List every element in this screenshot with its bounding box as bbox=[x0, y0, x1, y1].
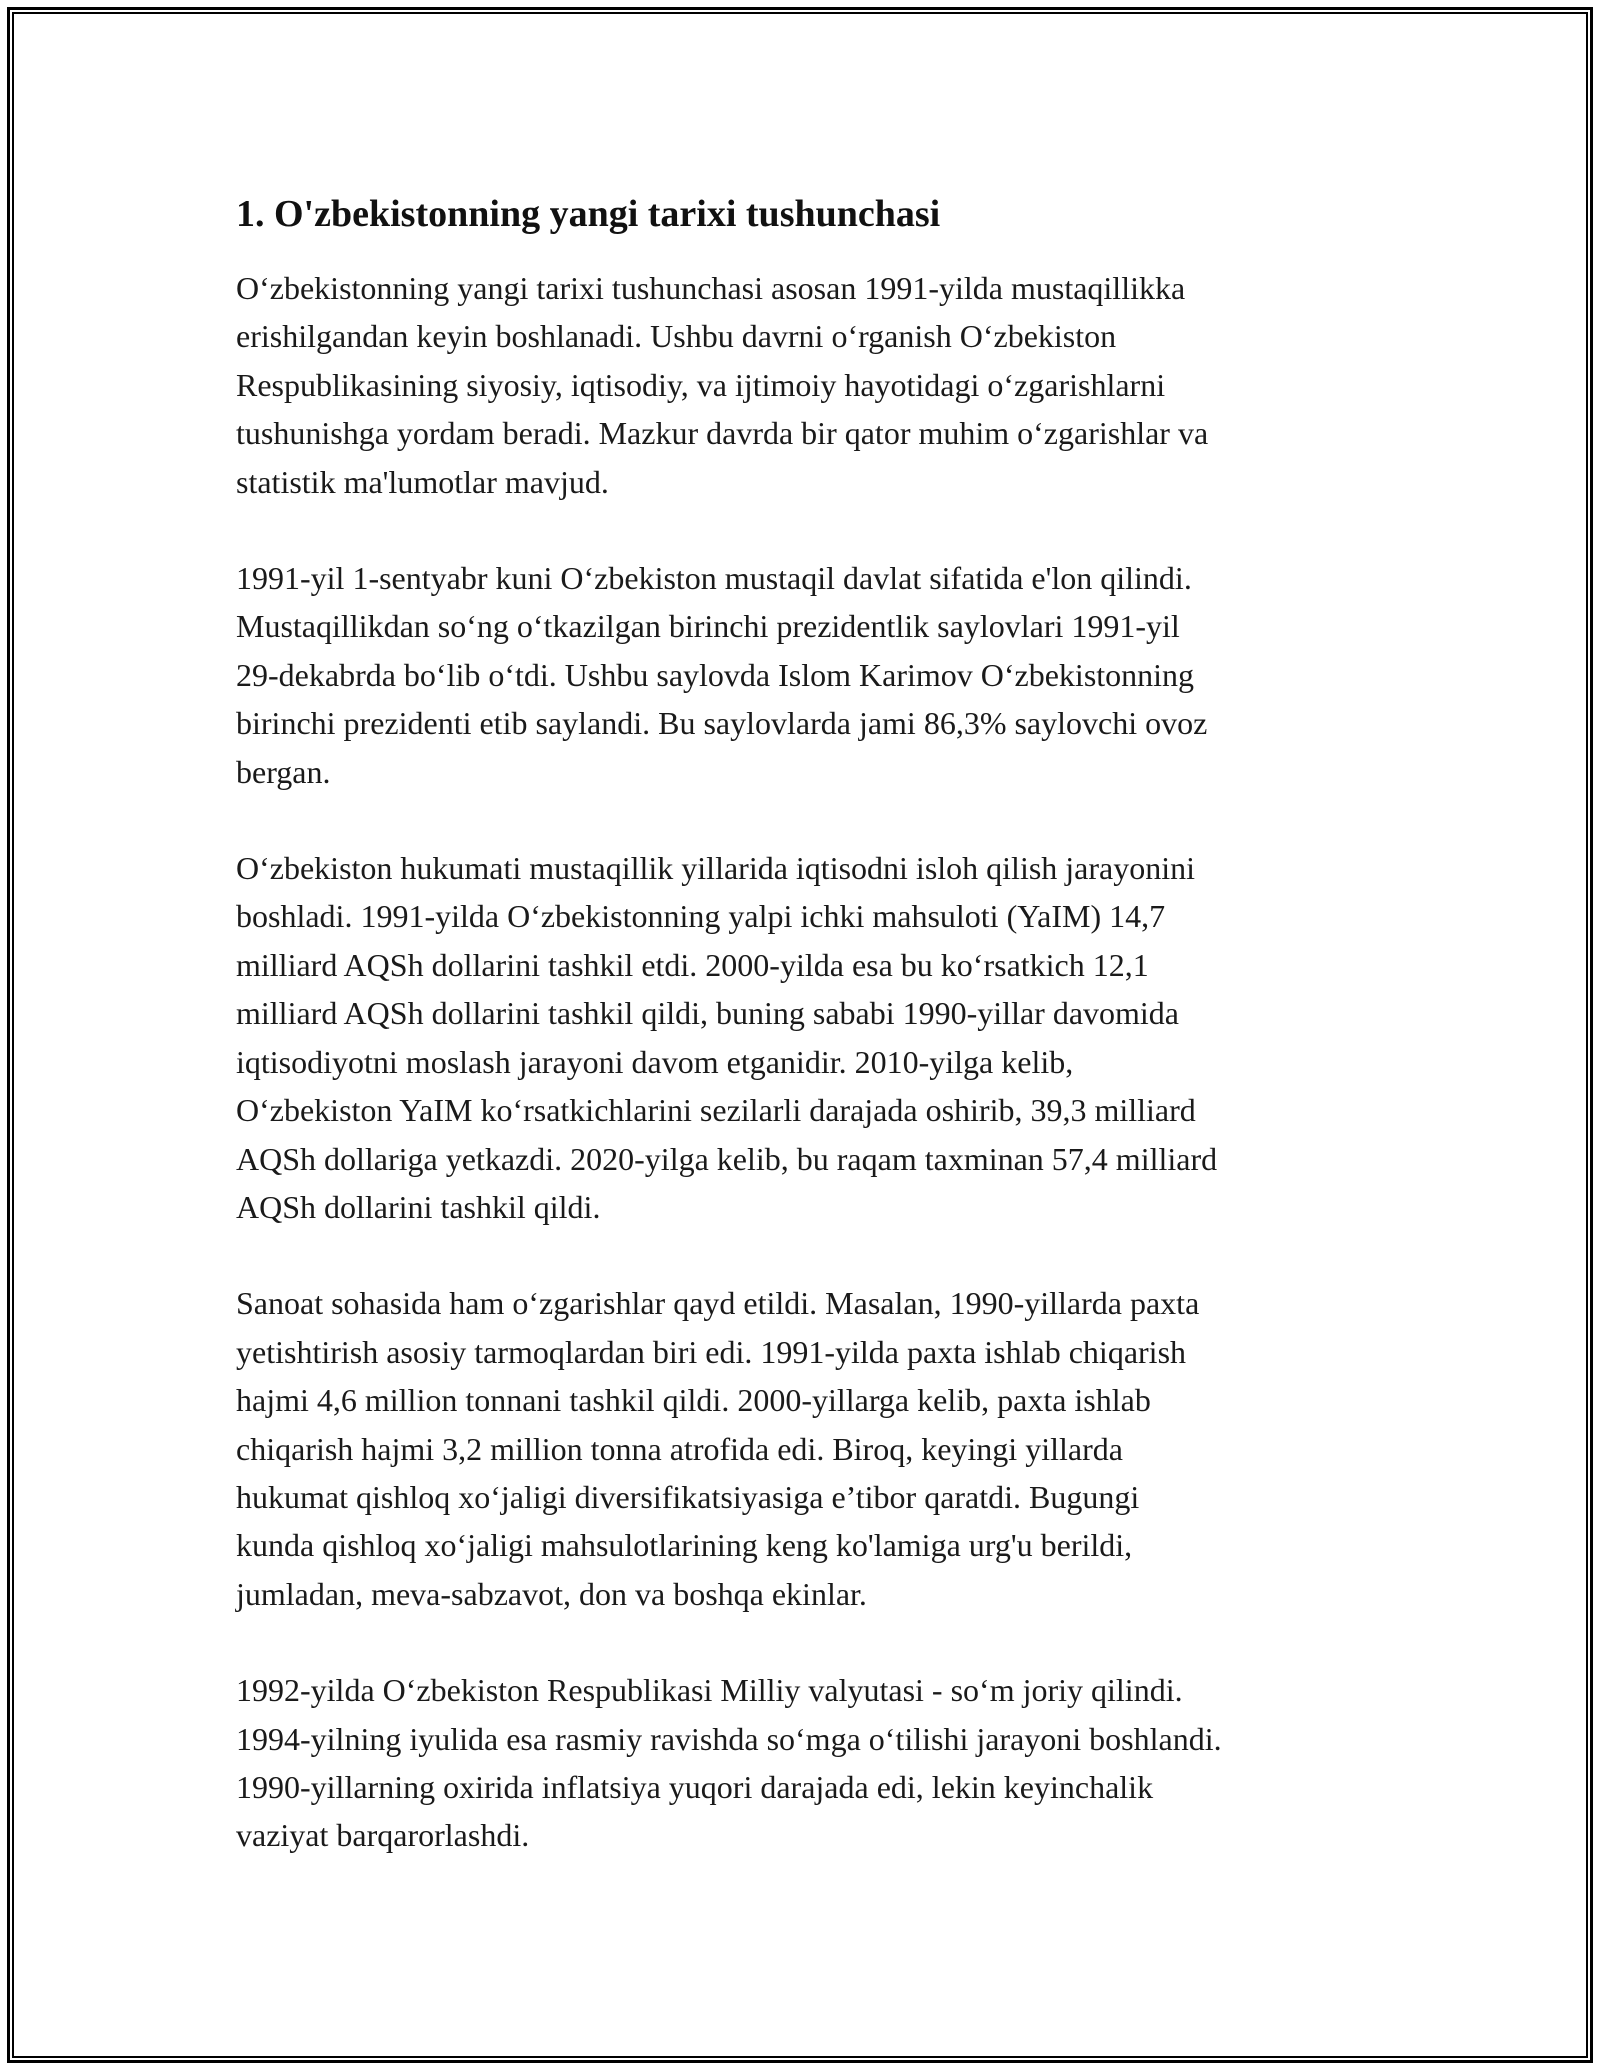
paragraph-independence bbox=[236, 554, 1376, 796]
text-line: 1991-yil 1-sentyabr kuni O‘zbekiston mustaqil davlat sifatida e'lon qilindi. bbox=[236, 560, 1192, 597]
text-line: bergan. bbox=[236, 753, 331, 790]
paragraph-economy bbox=[236, 844, 1376, 1231]
text-line: 1992-yilda O‘zbekiston Respublikasi Milliy valyutasi - so‘m joriy qilindi. bbox=[236, 1672, 1183, 1709]
text-line: birinchi prezidenti etib saylandi. Bu saylovlarda jami 86,3% saylovchi ovoz bbox=[236, 705, 1208, 742]
text-line: yetishtirish asosiy tarmoqlardan biri edi. 1991-yilda paxta ishlab chiqarish bbox=[236, 1333, 1187, 1370]
text-line: jumladan, meva-sabzavot, don va boshqa ekinlar. bbox=[236, 1575, 867, 1612]
paragraph-currency bbox=[236, 1666, 1376, 1860]
text-line: kunda qishloq xo‘jaligi mahsulotlarining keng ko'lamiga urg'u berildi, bbox=[236, 1527, 1133, 1564]
document-body bbox=[236, 186, 1376, 1908]
text-line: iqtisodiyotni moslash jarayoni davom etganidir. 2010-yilga kelib, bbox=[236, 1043, 1074, 1080]
section-title: 1. O'zbekistonning yangi tarixi tushunchasi bbox=[236, 193, 941, 235]
text-line: erishilgandan keyin boshlanadi. Ushbu davrni o‘rganish O‘zbekiston bbox=[236, 318, 1117, 355]
text-line: hajmi 4,6 million tonnani tashkil qildi. 2000-yillarga kelib, paxta ishlab bbox=[236, 1382, 1151, 1419]
text-line: O‘zbekiston hukumati mustaqillik yillarida iqtisodni isloh qilish jarayonini bbox=[236, 850, 1196, 887]
text-line: Mustaqillikdan so‘ng o‘tkazilgan birinchi prezidentlik saylovlari 1991-yil bbox=[236, 608, 1180, 645]
text-line: AQSh dollariga yetkazdi. 2020-yilga kelib, bu raqam taxminan 57,4 milliard bbox=[236, 1140, 1218, 1177]
text-line: Respublikasining siyosiy, iqtisodiy, va ijtimoiy hayotidagi o‘zgarishlarni bbox=[236, 366, 1166, 403]
text-line: 29-dekabrda bo‘lib o‘tdi. Ushbu saylovda Islom Karimov O‘zbekistonning bbox=[236, 656, 1195, 693]
text-line: statistik ma'lumotlar mavjud. bbox=[236, 463, 609, 500]
text-line: tushunishga yordam beradi. Mazkur davrda bir qator muhim o‘zgarishlar va bbox=[236, 415, 1209, 452]
paragraph-industry bbox=[236, 1279, 1376, 1618]
text-line: O‘zbekistonning yangi tarixi tushunchasi asosan 1991-yilda mustaqillikka bbox=[236, 270, 1186, 306]
text-line: 1990-yillarning oxirida inflatsiya yuqori darajada edi, lekin keyinchalik bbox=[236, 1768, 1154, 1805]
text-line: vaziyat barqarorlashdi. bbox=[236, 1817, 530, 1854]
text-line: boshladi. 1991-yilda O‘zbekistonning yalpi ichki mahsuloti (YaIM) 14,7 bbox=[236, 898, 1166, 935]
text-line: chiqarish hajmi 3,2 million tonna atrofida edi. Biroq, keyingi yillarda bbox=[236, 1430, 1123, 1467]
text-line: O‘zbekiston YaIM ko‘rsatkichlarini sezilarli darajada oshirib, 39,3 milliard bbox=[236, 1092, 1196, 1129]
text-line: AQSh dollarini tashkil qildi. bbox=[236, 1188, 601, 1225]
text-line: Sanoat sohasida ham o‘zgarishlar qayd etildi. Masalan, 1990-yillarda paxta bbox=[236, 1285, 1200, 1322]
paragraph-intro bbox=[236, 264, 1376, 506]
text-line: milliard AQSh dollarini tashkil qildi, buning sababi 1990-yillar davomida bbox=[236, 995, 1179, 1032]
text-line: 1994-yilning iyulida esa rasmiy ravishda so‘mga o‘tilishi jarayoni boshlandi. bbox=[236, 1720, 1222, 1757]
text-line: milliard AQSh dollarini tashkil etdi. 2000-yilda esa bu ko‘rsatkich 12,1 bbox=[236, 946, 1149, 983]
text-line: hukumat qishloq xo‘jaligi diversifikatsiyasiga e’tibor qaratdi. Bugungi bbox=[236, 1478, 1140, 1515]
